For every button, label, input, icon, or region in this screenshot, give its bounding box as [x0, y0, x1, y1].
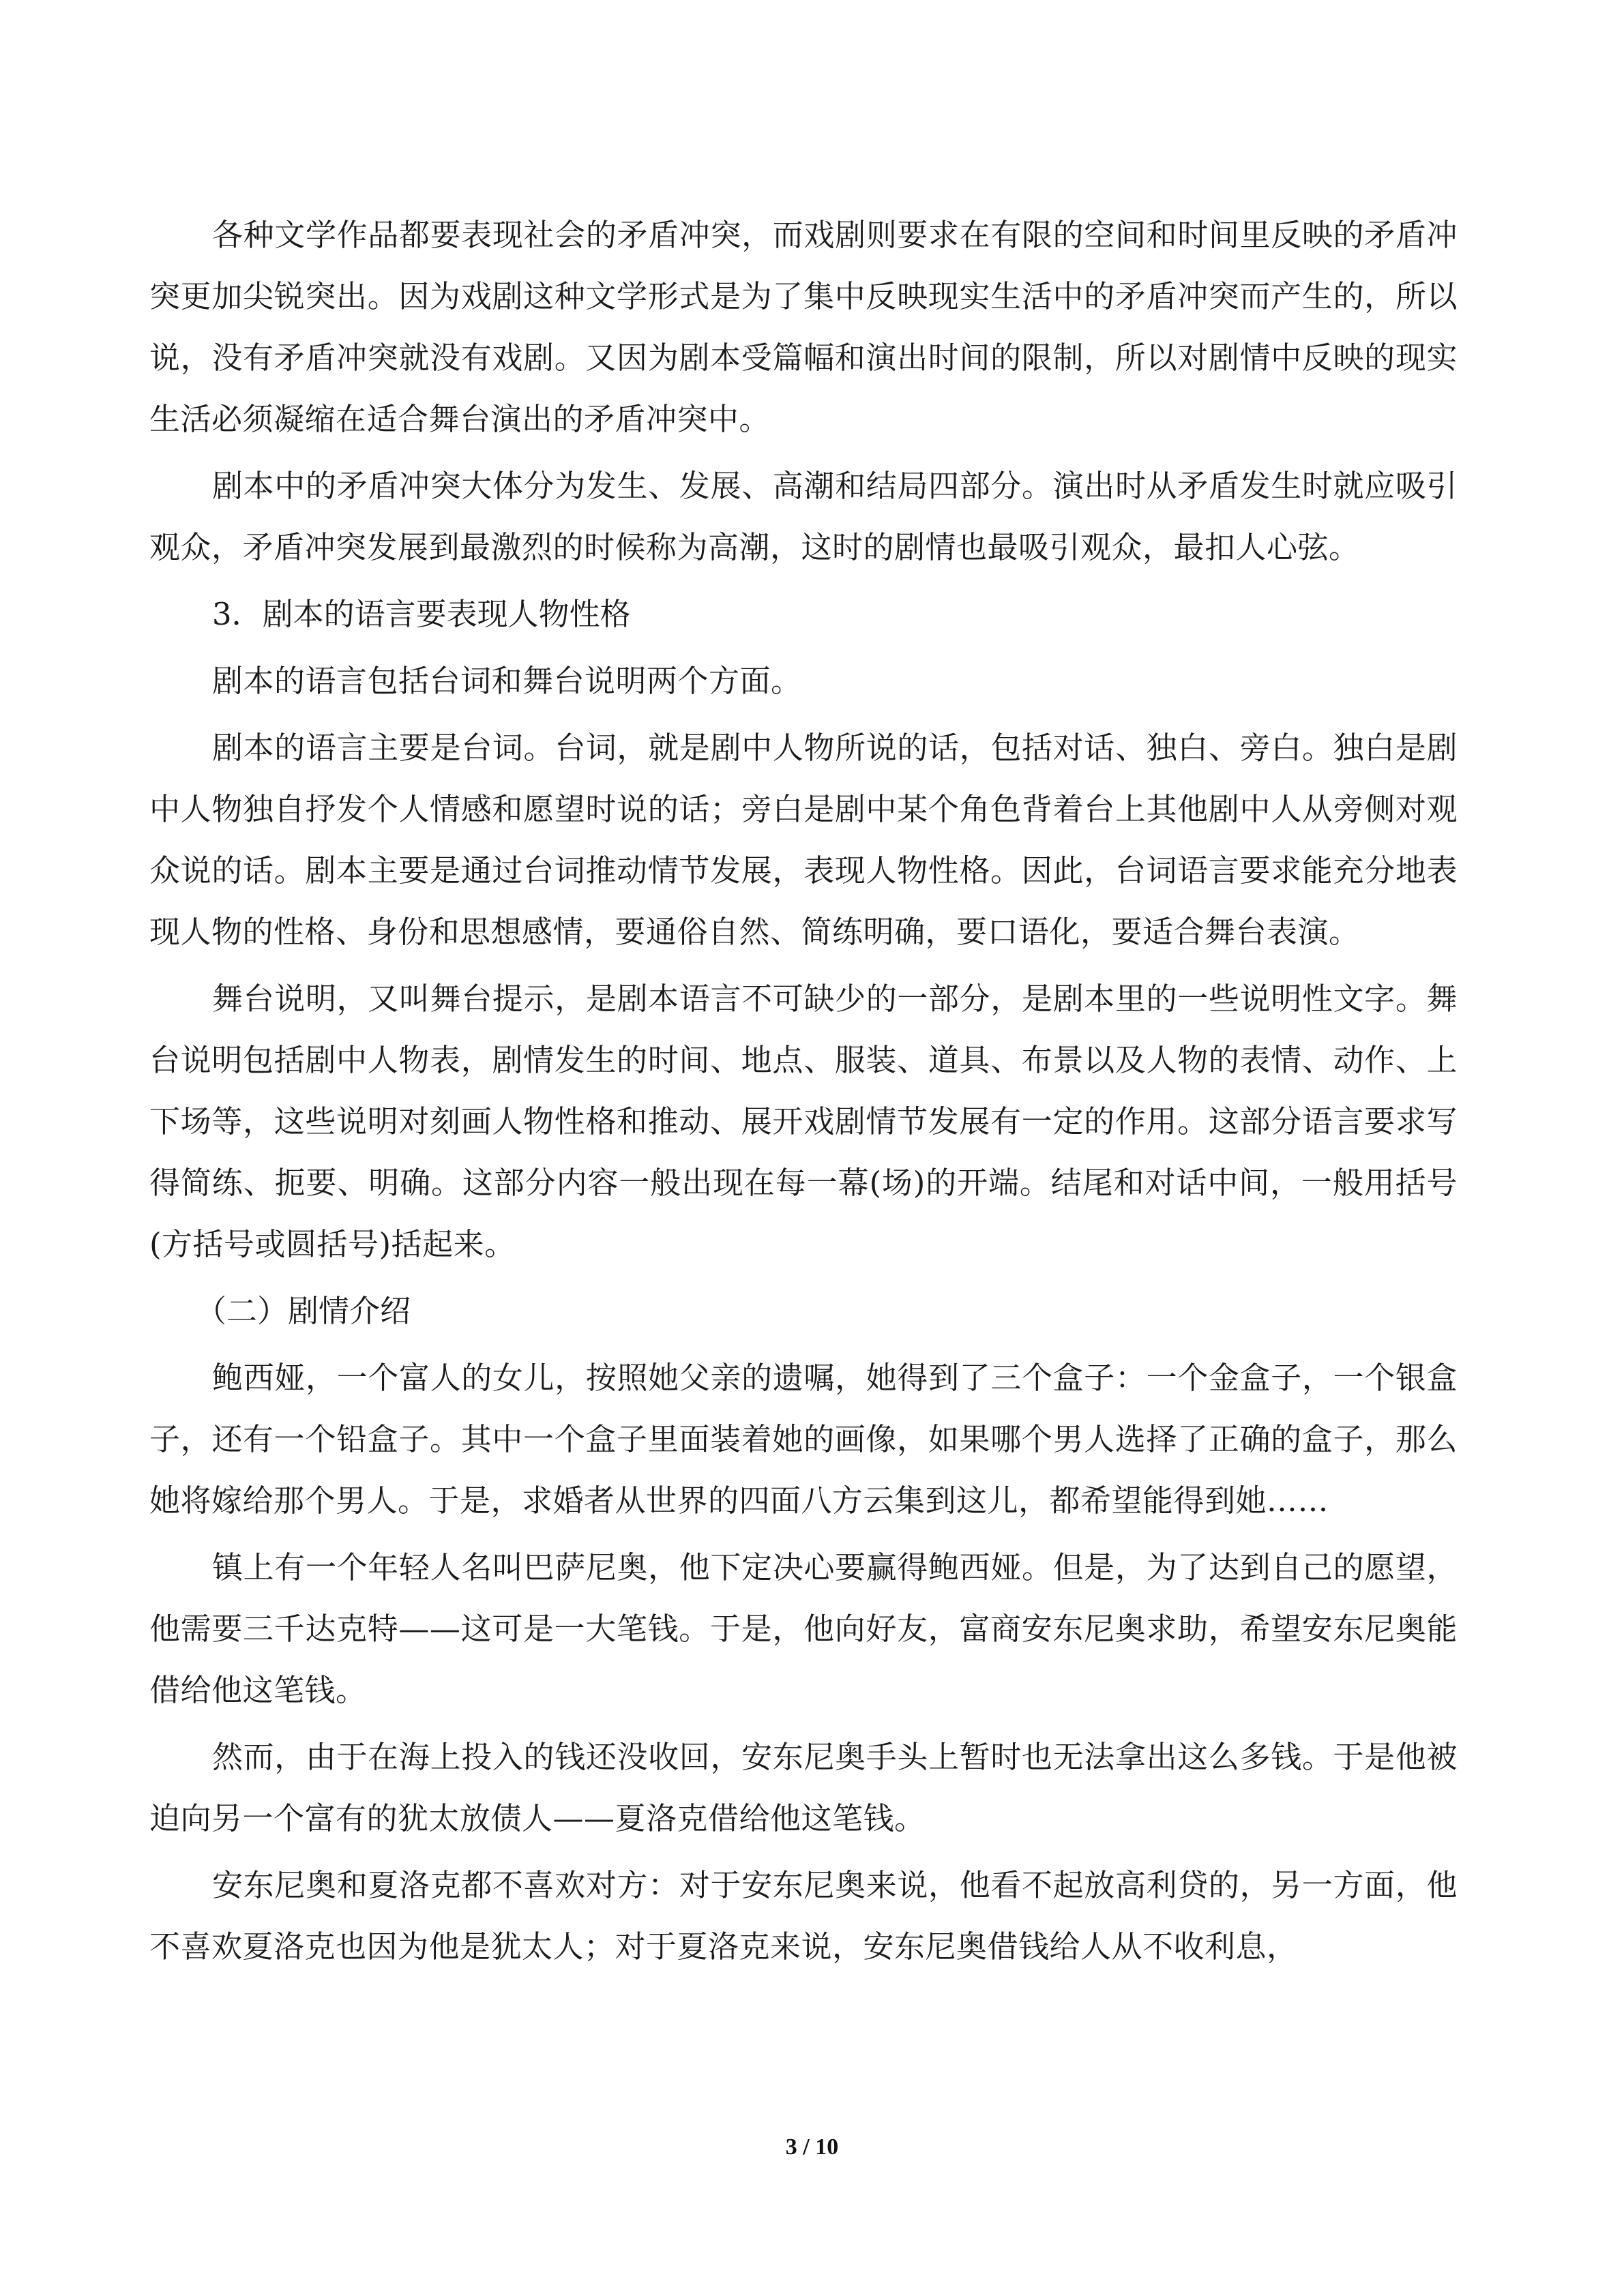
document-body	[149, 205, 1458, 1983]
paragraph-conflict-stages: 剧本中的矛盾冲突大体分为发生、发展、高潮和结局四部分。演出时从矛盾发生时就应吸引观众，矛盾冲突发展到最激烈的时候称为高潮，这时的剧情也最吸引观众，最扣人心弦。	[149, 468, 1458, 565]
section-heading-language: 3．剧本的语言要表现人物性格	[212, 596, 631, 632]
paragraph-portia: 鲍西娅，一个富人的女儿，按照她父亲的遗嘱，她得到了三个盒子：一个金盒子，一个银盒子，还有一个铅盒子。其中一个盒子里面装着她的画像，如果哪个男人选择了正确的盒子，那么她将嫁给那个男人。于是，求婚者从世界的四面八方云集到这儿，都希望能得到她……	[149, 1360, 1458, 1519]
paragraph-mutual-dislike: 安东尼奥和夏洛克都不喜欢对方：对于安东尼奥来说，他看不起放高利贷的，另一方面，他不喜欢夏洛克也因为他是犹太人；对于夏洛克来说，安东尼奥借钱给人从不收利息，	[149, 1867, 1458, 1965]
page-number: 3 / 10	[785, 2134, 839, 2160]
paragraph-language-parts: 剧本的语言包括台词和舞台说明两个方面。	[212, 663, 802, 699]
paragraph-bassanio: 镇上有一个年轻人名叫巴萨尼奥，他下定决心要赢得鲍西娅。但是，为了达到自己的愿望，他需要三千达克特——这可是一大笔钱。于是，他向好友，富商安东尼奥求助，希望安东尼奥能借给他这笔钱。	[149, 1549, 1458, 1708]
paragraph-dialogue: 剧本的语言主要是台词。台词，就是剧中人物所说的话，包括对话、独白、旁白。独白是剧中人物独自抒发个人情感和愿望时说的话；旁白是剧中某个角色背着台上其他剧中人从旁侧对观众说的话。剧本主要是通过台词推动情节发展，表现人物性格。因此，台词语言要求能充分地表现人物的性格、身份和思想感情，要通俗自然、简练明确，要口语化，要适合舞台表演。	[149, 730, 1458, 950]
paragraph-conflict-intro: 各种文学作品都要表现社会的矛盾冲突，而戏剧则要求在有限的空间和时间里反映的矛盾冲突更加尖锐突出。因为戏剧这种文学形式是为了集中反映现实生活中的矛盾冲突而产生的，所以说，没有矛盾冲突就没有戏剧。又因为剧本受篇幅和演出时间的限制，所以对剧情中反映的现实生活必须凝缩在适合舞台演出的矛盾冲突中。	[149, 217, 1458, 437]
paragraph-antonio-shylock: 然而，由于在海上投入的钱还没收回，安东尼奥手头上暂时也无法拿出这么多钱。于是他被迫向另一个富有的犹太放债人——夏洛克借给他这笔钱。	[149, 1739, 1458, 1836]
paragraph-stage-directions: 舞台说明，又叫舞台提示，是剧本语言不可缺少的一部分，是剧本里的一些说明性文字。舞台说明包括剧中人物表，剧情发生的时间、地点、服装、道具、布景以及人物的表情、动作、上下场等，这些说明对刻画人物性格和推动、展开戏剧情节发展有一定的作用。这部分语言要求写得简练、扼要、明确。这部分内容一般出现在每一幕(场)的开端。结尾和对话中间，一般用括号(方括号或圆括号)括起来。	[149, 981, 1458, 1262]
section-heading-plot: （二）剧情介绍	[196, 1293, 411, 1329]
